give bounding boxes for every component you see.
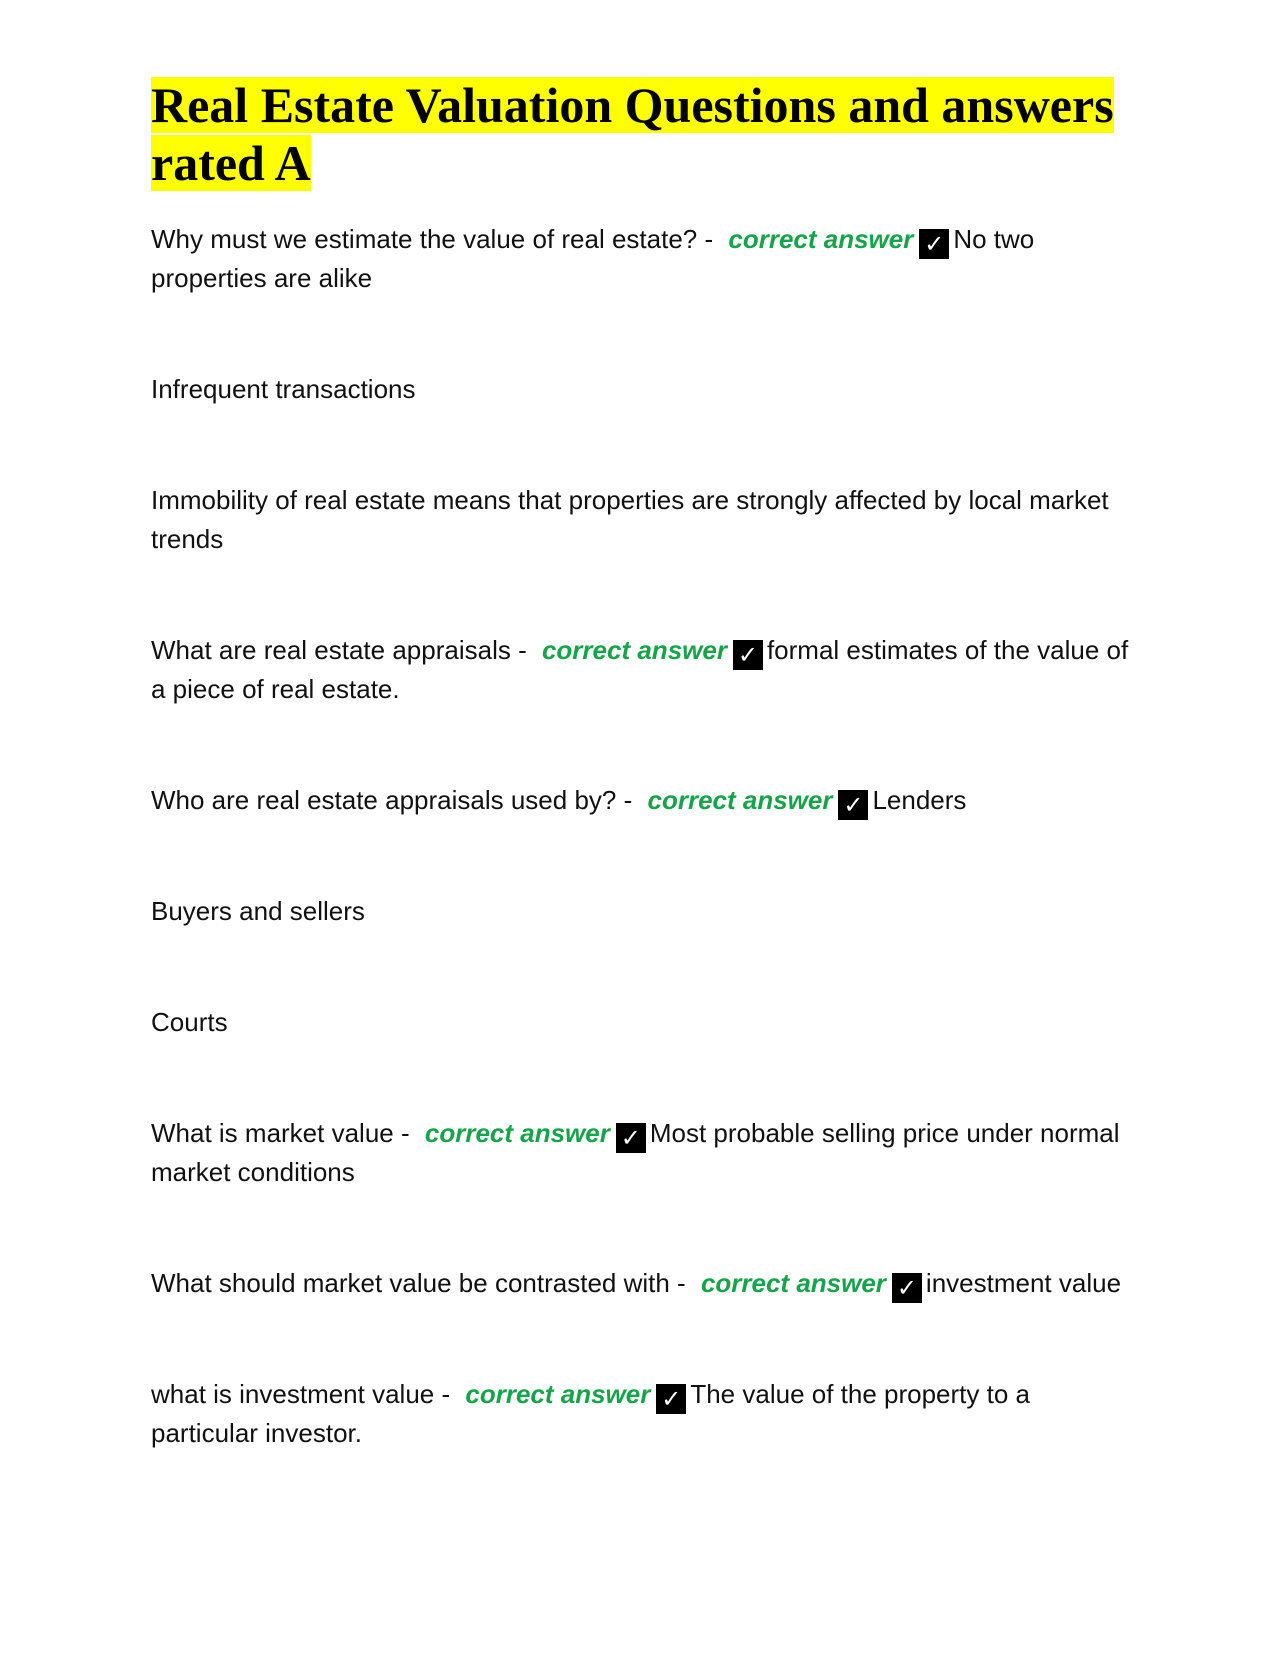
qa-item [151,781,1131,820]
correct-answer-label: correct answer [647,785,833,815]
correct-answer-label: correct answer [541,635,727,665]
answer-continuation: Infrequent transactions [151,374,416,404]
qa-item [151,631,1131,709]
checkmark-icon: ✓ [616,1123,646,1153]
answer-text: investment value [925,1268,1122,1298]
checkmark-icon: ✓ [838,790,868,820]
checkmark-icon: ✓ [733,640,763,670]
document-title: Real Estate Valuation Questions and answers rated A [151,77,1114,191]
correct-answer-label: correct answer [465,1379,651,1409]
answer-continuation: Immobility of real estate means that properties are strongly affected by local market trends [151,485,1109,554]
answer-text: formal estimates of the value of a piece of real estate. [151,635,1129,704]
answer-text: Most probable selling price under normal market conditions [151,1118,1120,1187]
answer-text: No two properties are alike [151,224,1035,293]
checkmark-icon: ✓ [892,1273,922,1303]
answer-continuation: Buyers and sellers [151,896,365,926]
qa-item [151,1375,1131,1453]
qa-item [151,1264,1131,1303]
question-text: What are real estate appraisals - [151,635,534,665]
checkmark-icon: ✓ [919,229,949,259]
question-text: What is market value - [151,1118,417,1148]
qa-item [151,1114,1131,1192]
question-text: Who are real estate appraisals used by? - [151,785,640,815]
answer-text: Lenders [872,785,967,815]
qa-item [151,220,1131,298]
question-text: What should market value be contrasted with - [151,1268,693,1298]
question-text: Why must we estimate the value of real estate? - [151,224,721,254]
document-content [151,76,1131,1453]
checkmark-icon: ✓ [656,1384,686,1414]
answer-text: The value of the property to a particular investor. [151,1379,1030,1448]
correct-answer-label: correct answer [424,1118,610,1148]
question-text: what is investment value - [151,1379,458,1409]
answer-continuation: Courts [151,1007,228,1037]
correct-answer-label: correct answer [700,1268,886,1298]
correct-answer-label: correct answer [728,224,914,254]
